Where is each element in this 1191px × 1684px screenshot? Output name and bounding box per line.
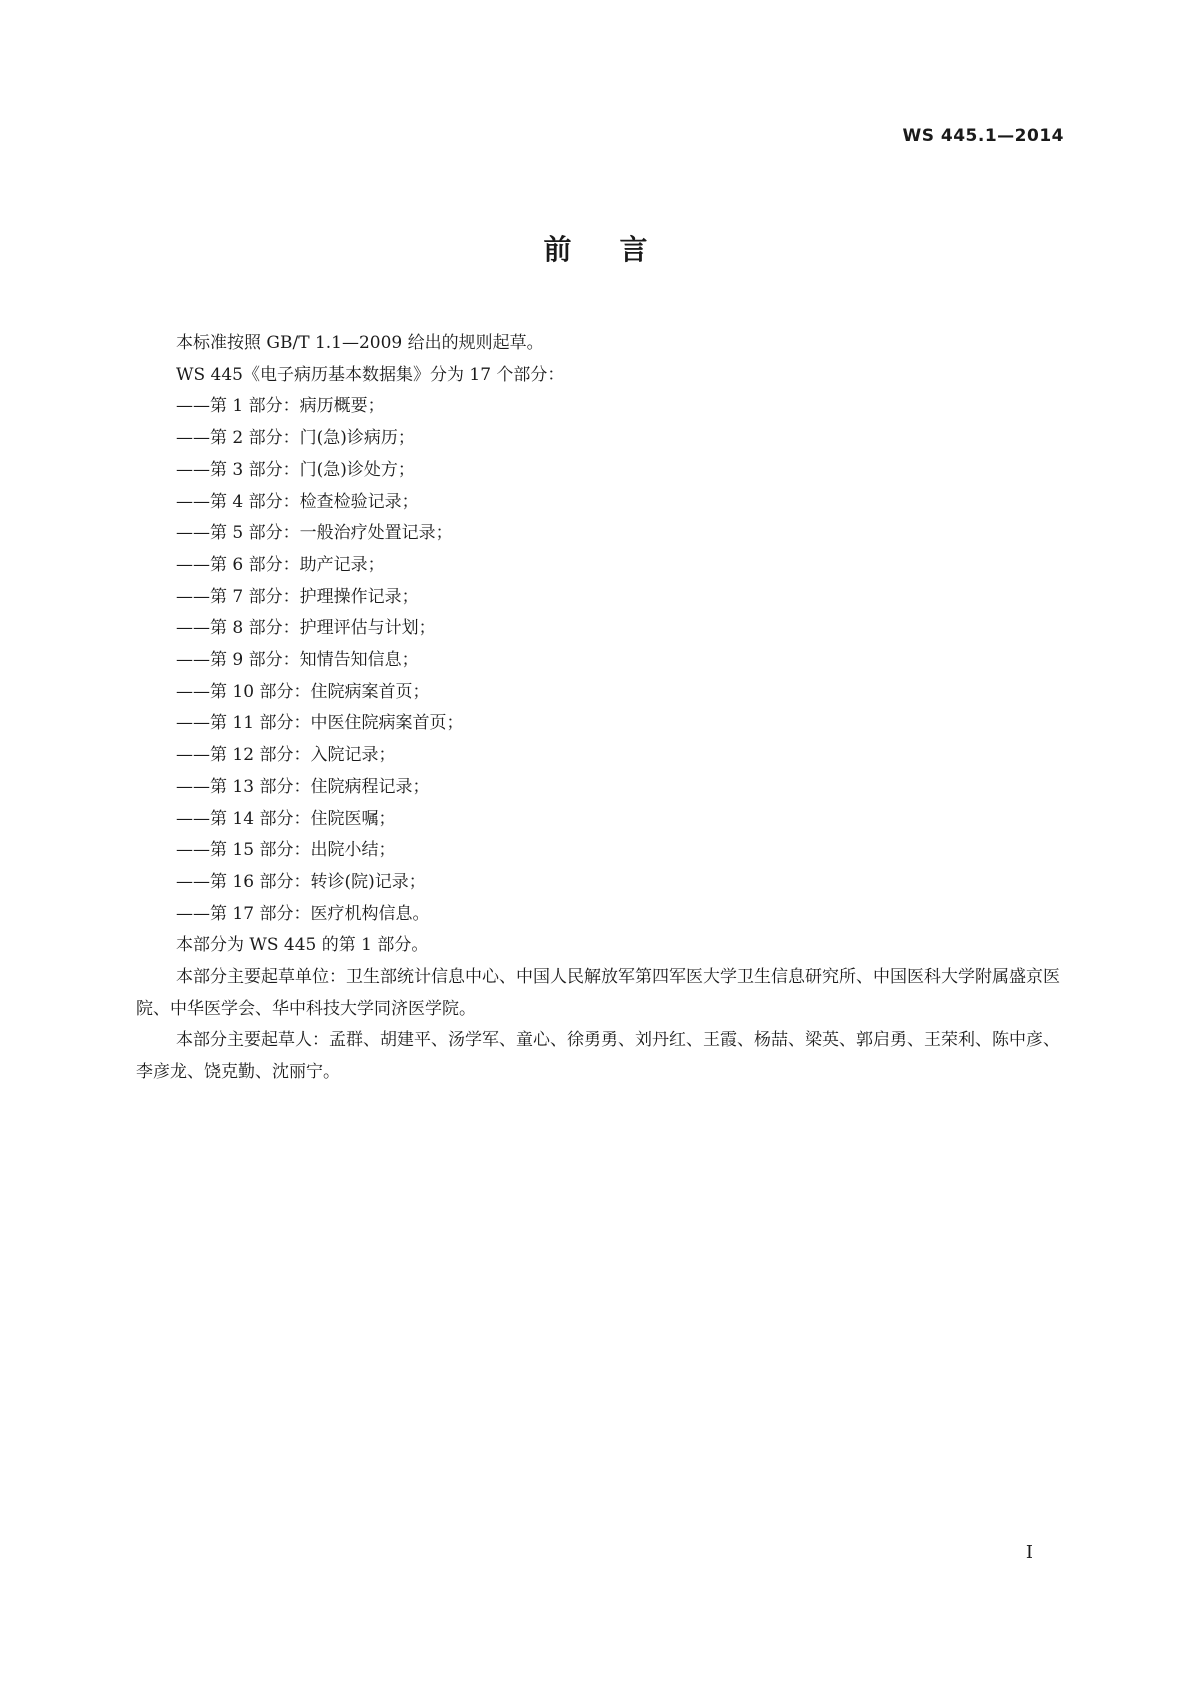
list-item: ——第 17 部分：医疗机构信息。: [176, 903, 430, 924]
list-item: ——第 5 部分：一般治疗处置记录；: [176, 523, 453, 544]
list-item: ——第 13 部分：住院病程记录；: [176, 776, 430, 797]
list-item: ——第 9 部分：知情告知信息；: [176, 650, 419, 671]
list-item: ——第 2 部分：门(急)诊病历；: [176, 428, 415, 449]
list-item: ——第 4 部分：检查检验记录；: [176, 491, 419, 512]
list-item: ——第 16 部分：转诊(院)记录；: [176, 871, 426, 892]
list-item: ——第 7 部分：护理操作记录；: [176, 586, 419, 607]
page-number: I: [1025, 1542, 1033, 1563]
paragraph-drafting-units: 本部分主要起草单位：卫生部统计信息中心、中国人民解放军第四军医大学卫生信息研究所、中国医科大学附属盛京医院、中华医学会、华中科技大学同济医学院。: [136, 967, 1060, 1019]
list-item: ——第 14 部分：住院医嘱；: [176, 808, 396, 829]
list-item: ——第 12 部分：入院记录；: [176, 745, 396, 766]
list-item: ——第 8 部分：护理评估与计划；: [176, 618, 436, 639]
standard-number: WS 445.1—2014: [902, 126, 1064, 146]
document-body: [136, 328, 1067, 1089]
list-item: ——第 1 部分：病历概要；: [176, 396, 385, 417]
paragraph: WS 445《电子病历基本数据集》分为 17 个部分：: [176, 364, 565, 385]
paragraph: 本部分为 WS 445 的第 1 部分。: [176, 935, 429, 956]
paragraph-drafters: 本部分主要起草人：孟群、胡建平、汤学军、童心、徐勇勇、刘丹红、王霞、杨喆、梁英、郭启勇、王荣利、陈中彦、李彦龙、饶克勤、沈丽宁。: [136, 1030, 1060, 1083]
list-item: ——第 11 部分：中医住院病案首页；: [176, 713, 464, 734]
list-item: ——第 15 部分：出院小结；: [176, 840, 396, 861]
page-title: 前言: [543, 233, 696, 266]
list-item: ——第 6 部分：助产记录；: [176, 554, 385, 575]
list-item: ——第 10 部分：住院病案首页；: [176, 681, 430, 702]
paragraph: 本标准按照 GB/T 1.1—2009 给出的规则起草。: [176, 333, 544, 353]
list-item: ——第 3 部分：门(急)诊处方；: [176, 459, 415, 480]
parts-list: [136, 391, 1067, 930]
